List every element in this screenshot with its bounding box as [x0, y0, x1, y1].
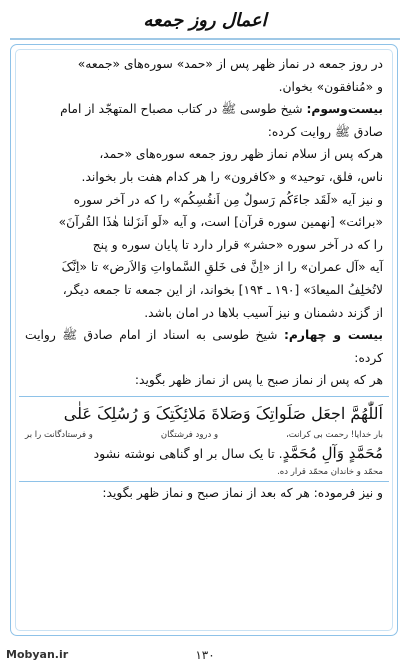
text-line: صادق ﷺ روایت کرده:: [267, 124, 383, 139]
content-frame: [10, 44, 398, 636]
prayer-translation: [25, 429, 383, 441]
text-line: از گزند دشمنان و نیز آسیب بلاها در امان باشد.: [144, 305, 383, 320]
text-line: و نیز آیه «لَقَد جاءَکُم رَسولٌ مِن اَنفُسِکُم» را که در آخر سوره: [73, 192, 383, 207]
text-line: در روز جمعه در نماز ظهر پس از «حمد» سوره‌های «جمعه»: [77, 57, 383, 71]
text-line: را که در آخر سوره «حشر» قرار دارد تا پایان سوره و پنج: [92, 237, 383, 252]
prayer-block: [19, 396, 389, 482]
section-label: بیست و چهارم:: [283, 328, 383, 343]
text-line: ناس، فلق، توحید» و «کافرون» را هر کدام هفت بار بخواند.: [81, 169, 383, 184]
page-header: [0, 4, 410, 38]
text-line: و «مُنافقون» بخوان.: [278, 79, 383, 94]
text-line: هر که پس از نماز صبح یا پس از نماز ظهر بگوید:: [134, 373, 383, 388]
prayer-arabic-2: مُحَمَّدٍ وَآلِ مُحَمَّدٍ: [282, 443, 383, 462]
prayer-translation-2: [25, 466, 383, 478]
translation-part: بار خدایا! رحمت بی کرانت،: [286, 429, 383, 440]
page-number: ۱۳۰: [195, 648, 215, 662]
text-span: شیخ طوسی به اسناد از امام صادق ﷺ روایت کرده:: [25, 328, 383, 365]
paragraph-24: [25, 324, 383, 369]
text-span: شیخ طوسی ﷺ در کتاب مصباح المتهجّد از امام: [60, 102, 307, 117]
section-label: بیست‌وسوم:: [306, 102, 383, 117]
paragraph-23: [25, 98, 383, 121]
header-divider: [10, 38, 400, 40]
page-text: [25, 53, 383, 505]
prayer-arabic-line2: [25, 441, 383, 466]
text-line: آیه «آل عمران» را از «اِنَّ فی خَلقِ السَّماواتِ وَالاَرض» تا «اِنَّکَ: [61, 260, 383, 275]
text-line: هرکه پس از سلام نماز ظهر روز جمعه سوره‌های «حمد،: [99, 147, 383, 162]
text-line: و نیز فرموده: هر که بعد از نماز صبح و نماز ظهر بگوید:: [102, 485, 383, 500]
text-line: «برائت» [نهمین سوره قرآن] است، و آیه «لَو اَنزَلنا هٰذَا القُرآنَ»: [58, 215, 383, 230]
prayer-arabic: اَللّٰهُمَّ اجعَل صَلَواتِکَ وَصَلاةَ مَلائِکَتِکَ وَ رُسُلِکَ عَلٰی: [63, 403, 383, 423]
translation-part: و فرستادگانت را بر: [25, 429, 93, 440]
text-line: لاتُخلِفُ المیعادَ» [۱۹۰ ـ ۱۹۴] بخواند، از این جمعه تا جمعه دیگر،: [62, 282, 383, 297]
site-watermark: Mobyan.ir: [6, 648, 69, 661]
page-title: اعمال روز جمعه: [143, 10, 267, 31]
translation-part: محمّد و خاندان محمّد قرار ده.: [277, 466, 383, 477]
text-span: . تا یک سال بر او گناهی نوشته نشود: [93, 445, 283, 461]
translation-part: و درود فرشتگان: [160, 429, 219, 440]
